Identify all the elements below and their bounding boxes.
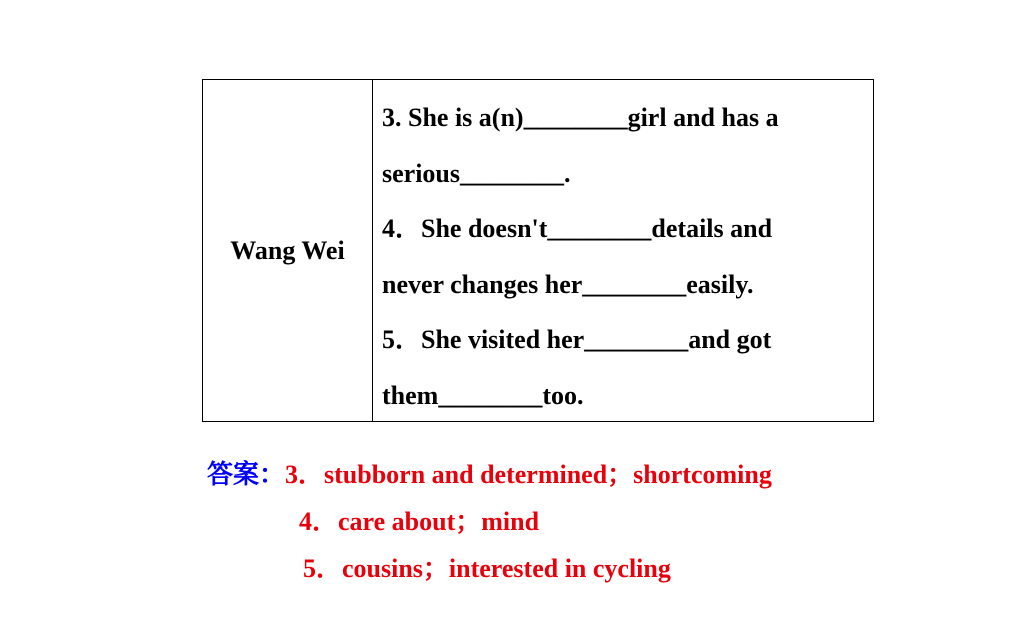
question-line: them________too.	[382, 380, 584, 410]
question-line: 3. She is a(n)________girl and has a	[382, 103, 779, 132]
answer-text: 3．stubborn and determined；shortcoming	[285, 460, 772, 489]
name-cell	[203, 80, 373, 421]
answer-text: 4．care about；mind	[299, 507, 540, 536]
questions-cell	[373, 80, 873, 421]
answer-line-4	[299, 499, 539, 545]
answer-text: 5．cousins；interested in cycling	[303, 554, 671, 583]
person-name: Wang Wei	[230, 235, 345, 265]
question-line: 4．She doesn't________details and	[382, 214, 773, 244]
question-line: serious________.	[382, 158, 571, 188]
question-line: 5．She visited her________and got	[382, 325, 772, 355]
answer-line-3	[207, 452, 772, 498]
question-table	[202, 79, 874, 422]
answer-line-5	[303, 546, 671, 592]
answer-prefix: 答案：	[207, 460, 286, 489]
question-line: never changes her________easily.	[382, 269, 754, 299]
